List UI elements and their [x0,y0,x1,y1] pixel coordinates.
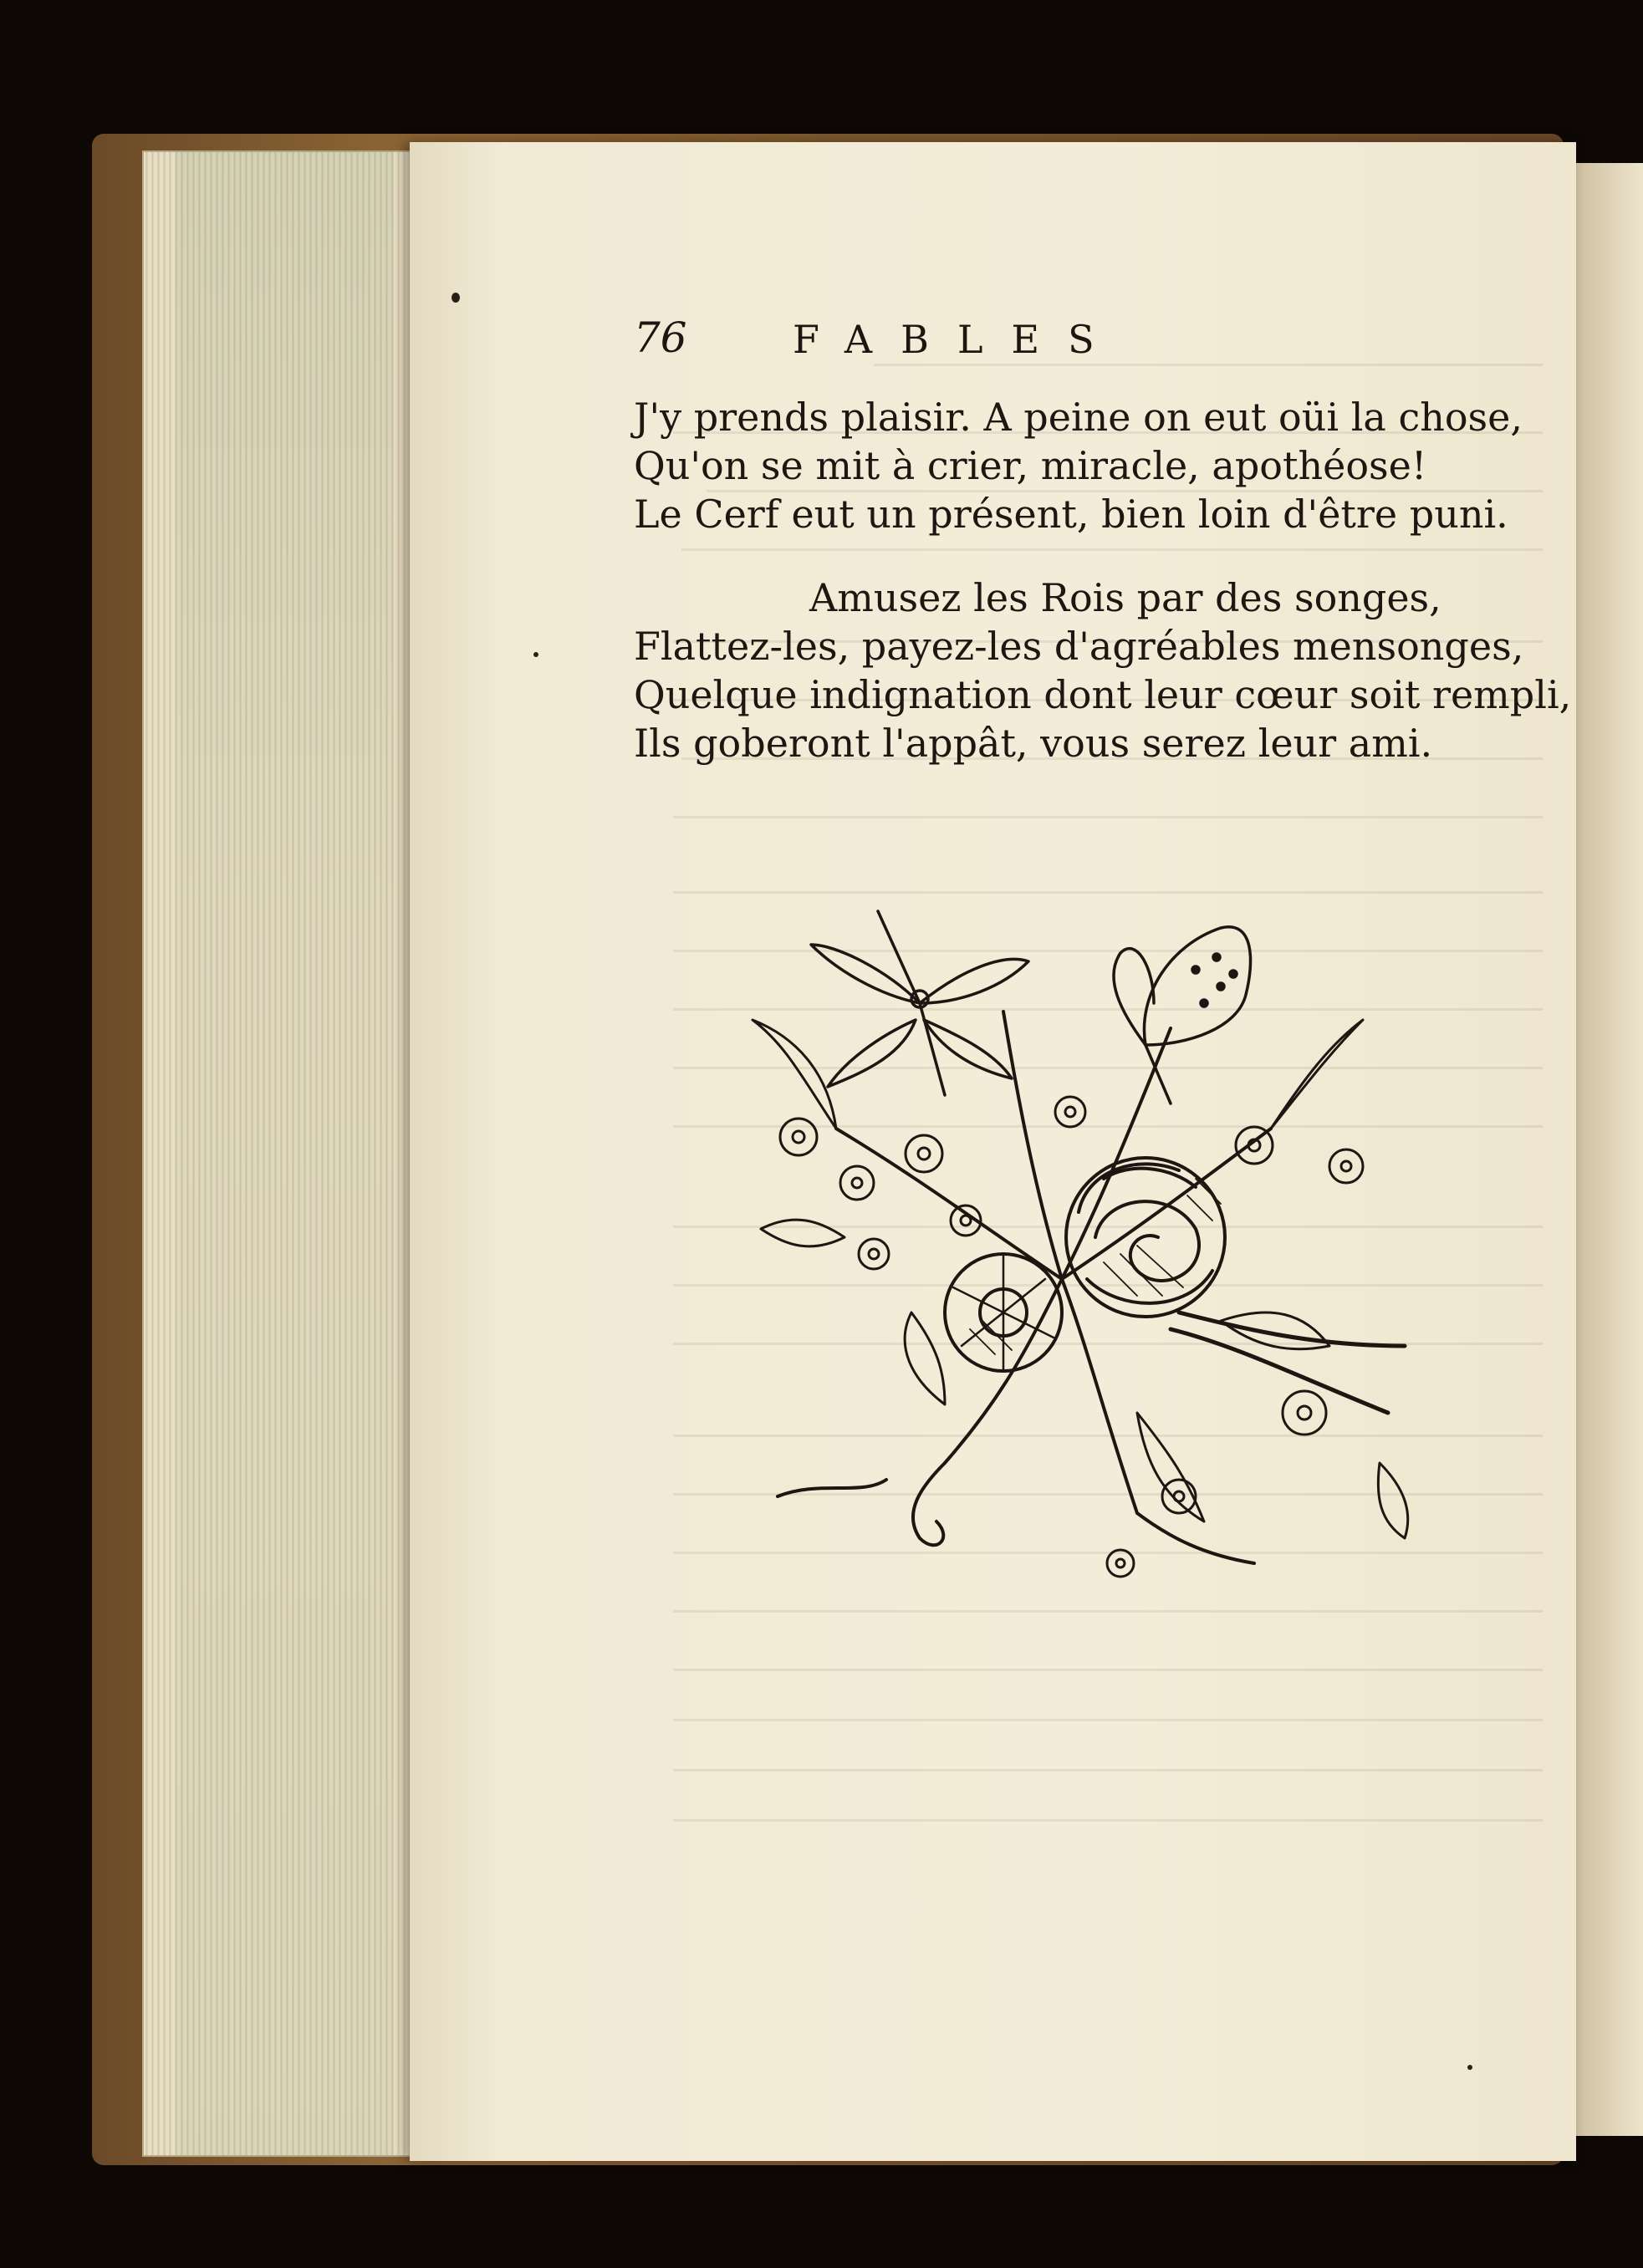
verse-line: Flattez-les, payez-les d'agréables mensonges, [634,624,1524,669]
book-page [410,142,1576,2161]
verse-line: Le Cerf eut un présent, bien loin d'être puni. [634,492,1508,537]
butterfly-icon [1114,927,1251,1103]
ink-speck [452,293,460,303]
verse-line: Amusez les Rois par des songes, [809,575,1441,620]
facing-page-edge [1572,163,1643,2136]
verse-line: J'y prends plaisir. A peine on eut oüi la chose, [634,395,1523,440]
ink-speck [1467,2065,1472,2070]
ink-speck [533,652,538,657]
page-number: 76 [634,313,687,362]
verse-line: Qu'on se mit à crier, miracle, apothéose! [634,443,1427,488]
verse-line: Ils goberont l'appât, vous serez leur ami. [634,721,1433,766]
verse-line: Quelque indignation dont leur cœur soit rempli, [634,672,1572,717]
page-edges-stack [142,150,418,2157]
dragonfly-icon [811,911,1028,1095]
running-head: FABLES [793,317,1123,362]
rose-icon [1066,1158,1225,1317]
page-header [634,313,1269,372]
floral-bouquet-ornament-icon [669,878,1463,1613]
